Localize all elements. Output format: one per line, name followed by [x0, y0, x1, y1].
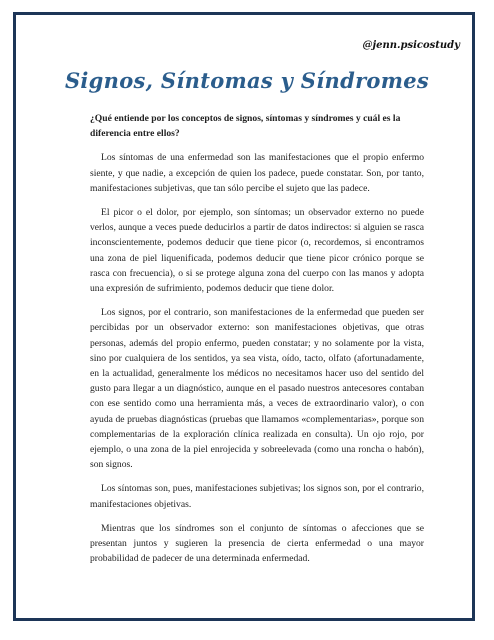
paragraph-sindromes: Mientras que los síndromes son el conjunto de síntomas o afecciones que se presentan juntos y sugieren la presencia de cierta enfermedad o una mayor probabilidad de padecer de una determinada enfermedad. — [90, 522, 424, 565]
author-handle: @jenn.psicostudy — [362, 40, 460, 51]
question-heading: ¿Qué entiende por los conceptos de signos, síntomas y síndromes y cuál es la diferencia entre ellos? — [90, 113, 401, 140]
paragraph-picor-dolor: El picor o el dolor, por ejemplo, son síntomas; un observador externo no puede verlos, aunque a veces puede deducirlos a partir de datos indirectos: si alguien se rasca inconscientemente, podemos deducir que tiene picor (o, recordemos, si encontramos una zona de piel liquenificada, podemos deducir que tiene picor crónico porque se rasca con frecuencia), o si se protege alguna zona del cuerpo con las manos y adopta una expresión de sufrimiento, podemos deducir que tiene dolor. — [90, 207, 424, 295]
document-body — [90, 111, 424, 575]
paragraph-resumen: Los síntomas son, pues, manifestaciones subjetivas; los signos son, por el contrario, manifestaciones objetivas. — [90, 483, 424, 510]
page-title: Signos, Síntomas y Síndromes — [64, 68, 430, 93]
paragraph-signos: Los signos, por el contrario, son manifestaciones de la enfermedad que pueden ser percibidas por un observador externo: son manifestaciones objetivas, que otras personas, además del propio enfermo, pueden constatar; y no solamente por la vista, sino por cualquiera de los sentidos, ya sea vista, oído, tacto, olfato (afortunadamente, en la actualidad, generalmente los médicos no necesitamos hacer uso del sentido del gusto para llegar a un diagnóstico, aunque en el pasado nuestros antecesores contaban con ese sentido como una herramienta más, a veces de extraordinario valor), o con ayuda de pruebas diagnósticas (pruebas que llamamos «complementarias», porque son complementarias de la exploración clínica realizada en consulta). Un ojo rojo, por ejemplo, o una zona de la piel enrojecida y sobreelevada (como una roncha o habón), son signos. — [90, 307, 424, 471]
paragraph-sintomas: Los síntomas de una enfermedad son las manifestaciones que el propio enfermo siente, y que nadie, a excepción de quien los padece, puede constatar. Son, por tanto, manifestaciones subjetivas, que tan sólo percibe el sujeto que las padece. — [90, 152, 424, 194]
